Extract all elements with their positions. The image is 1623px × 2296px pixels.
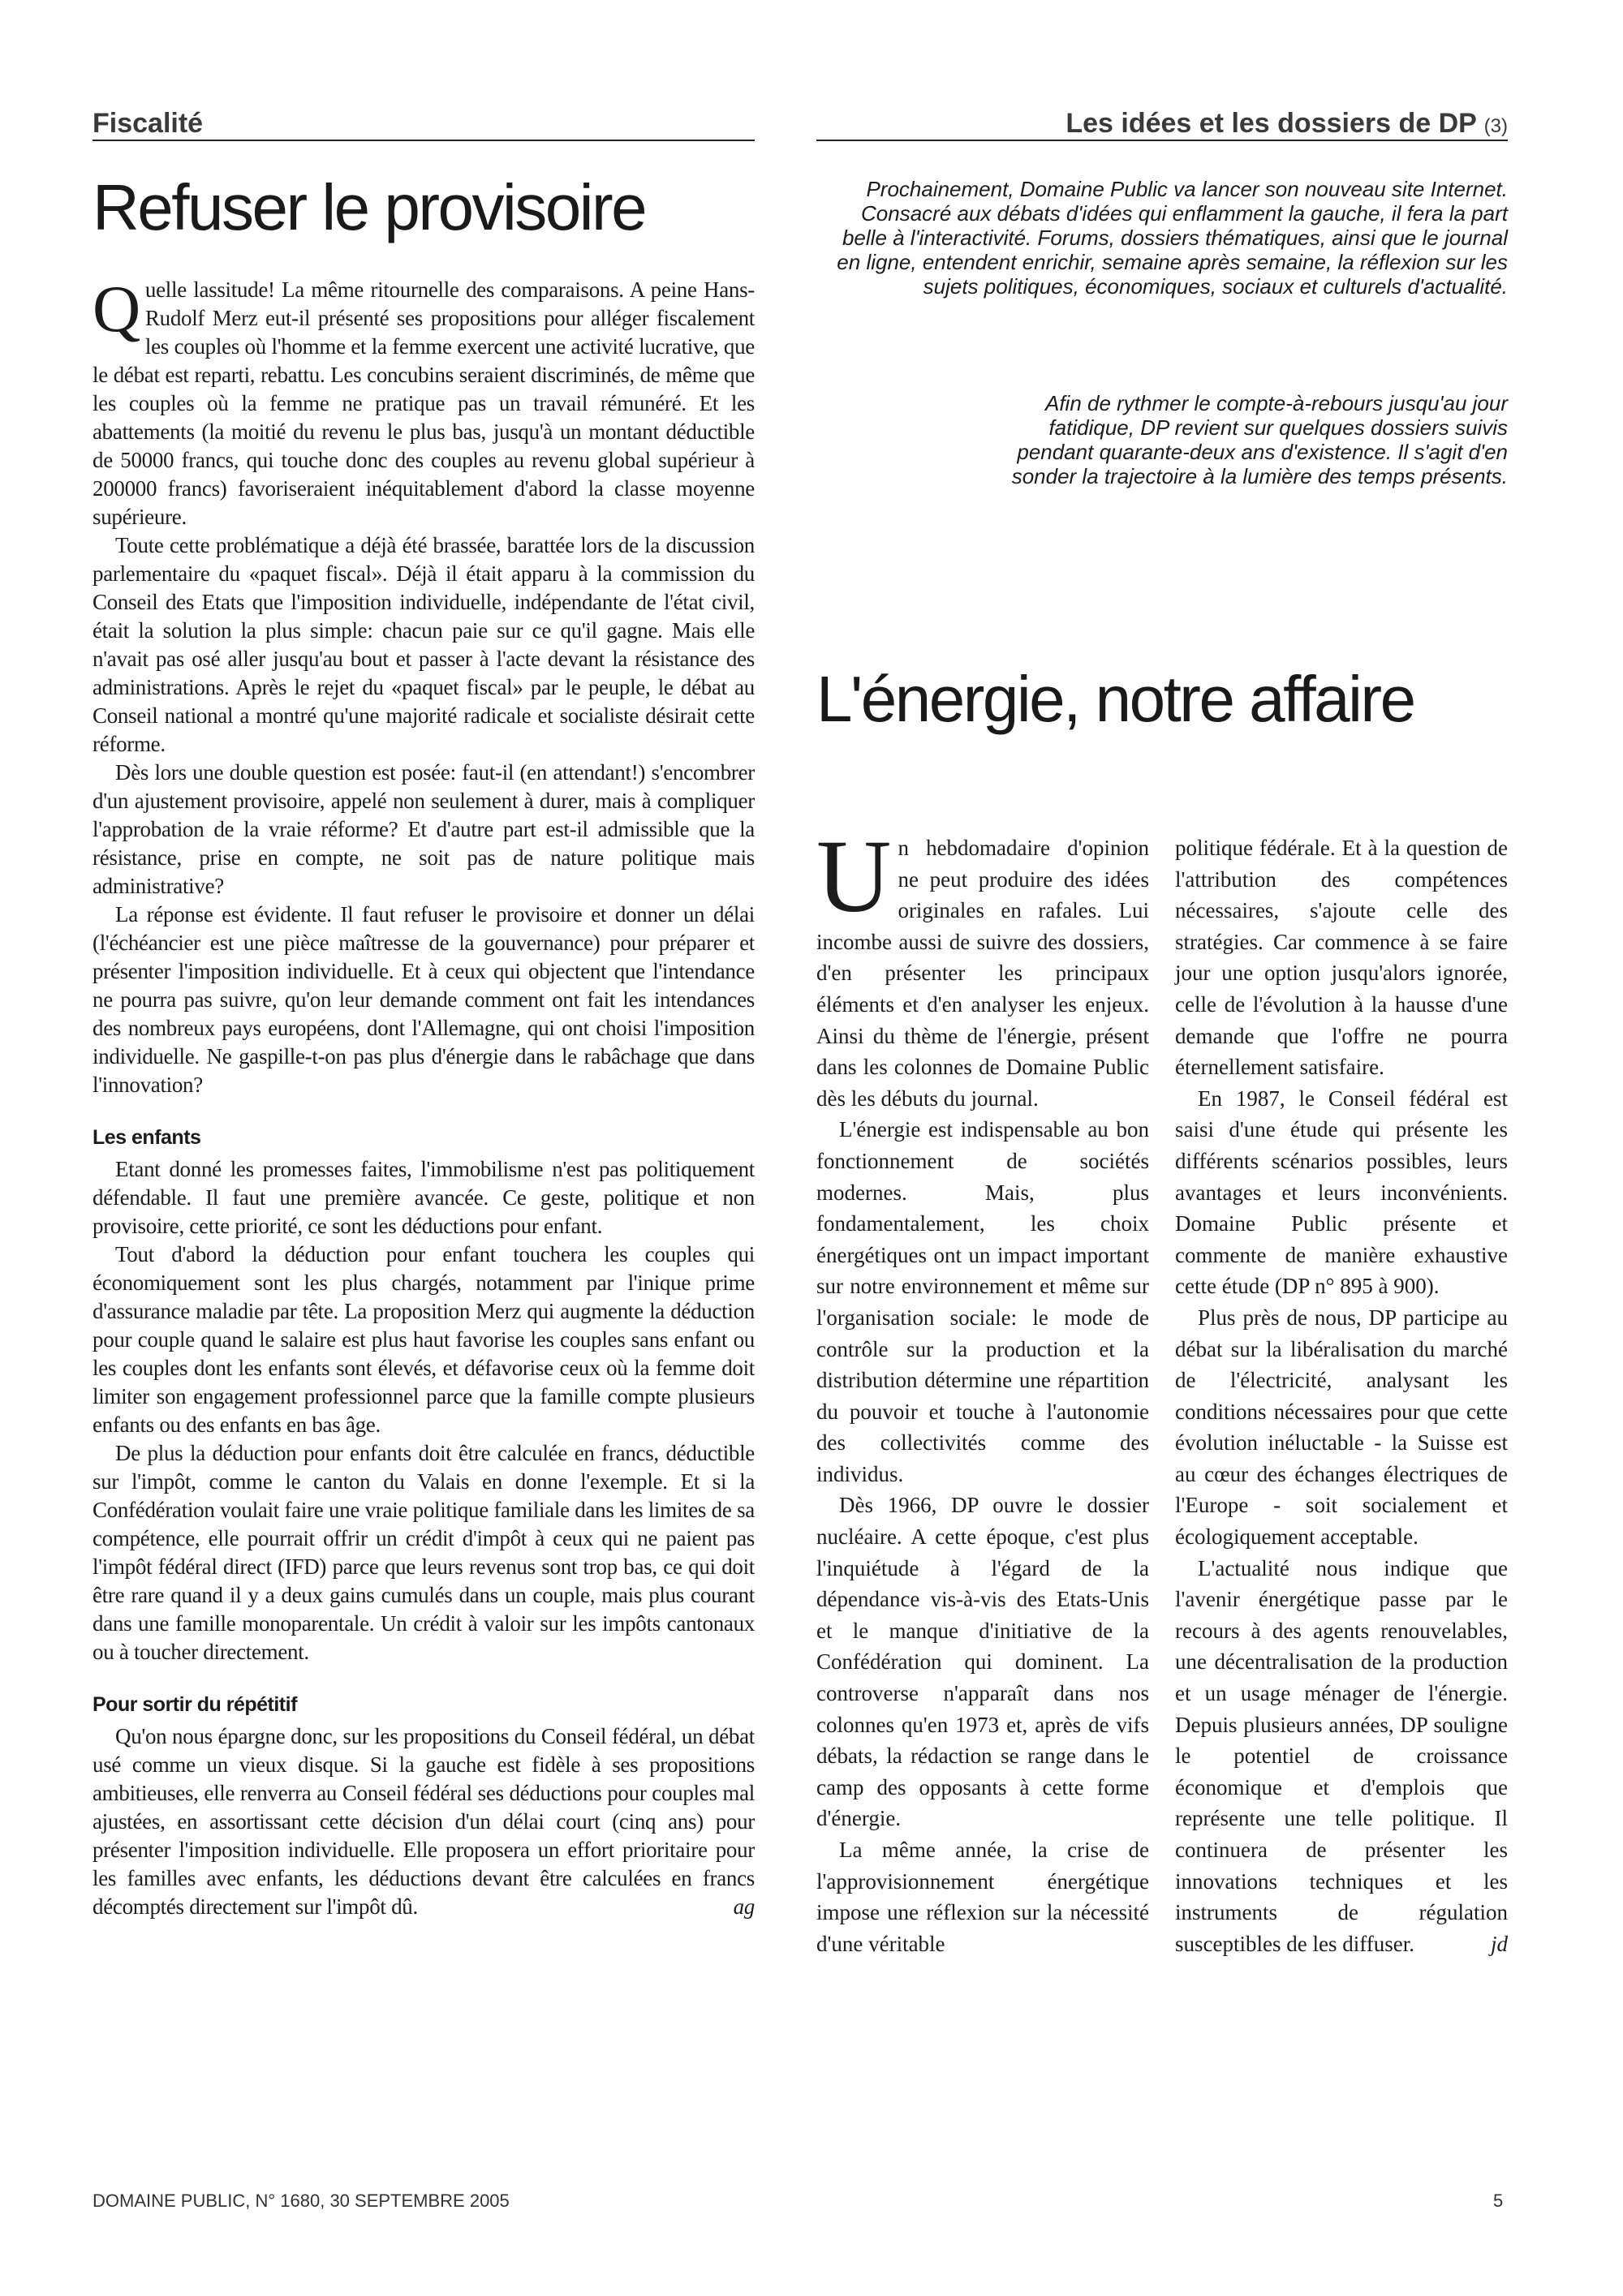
- section-label: Fiscalité: [93, 108, 204, 139]
- article-title-left: Refuser le provisoire: [93, 171, 646, 243]
- section-number: (3): [1483, 115, 1508, 137]
- paragraph: politique fédérale. Et à la question de l'attribution des compétences nécessaires, s'ajoute celle des stratégies. Car commence à se faire jour une option jusqu'alors ignorée, celle de l'évolution à la hausse d'une demande que l'offre ne pourra éternellement satisfaire.: [1175, 836, 1508, 1080]
- intro-paragraph: Afin de rythmer le compte-à-rebours jusqu'au jour fatidique, DP revient sur quelques dossiers suivis pendant quarante-deux ans d'existence. Il s'agit d'en sonder la trajectoire à la lumière des temps présents.: [1011, 391, 1508, 488]
- article-title-right: L'énergie, notre affaire: [816, 663, 1414, 735]
- paragraph: [816, 819, 1149, 1114]
- article-column-2: [1175, 832, 1508, 1959]
- paragraph: Toute cette problématique a déjà été brassée, barattée lors de la discussion parlementaire du «paquet fiscal». Déjà il était apparu à la commission du Conseil des Etats que l'imposition individuelle, indépendante de l'état civil, était la solution la plus simple: chacun paie sur ce qu'il gagne. Mais elle n'avait pas osé aller jusqu'au bout et passer à l'acte devant la résistance des administrations. Après le rejet du «paquet fiscal» par le peuple, le débat au Conseil national a montré qu'une majorité radicale et socialiste désirait cette réforme.: [93, 533, 755, 756]
- paragraph: [93, 272, 755, 531]
- section-header-right: [816, 107, 1508, 141]
- paragraph-text: L'actualité nous indique que l'avenir énergétique passe par le recours à des agents renouvelables, une décentralisation de la production et un usage ménager de l'énergie. Depuis plusieurs années, DP souligne le potentiel de croissance économique et d'emplois que représente une telle politique. Il continuera de présenter les innovations techniques et les instruments de régulation susceptibles de les diffuser.: [1175, 1555, 1508, 1956]
- intro-paragraph: Prochainement, Domaine Public va lancer son nouveau site Internet. Consacré aux débats d'idées qui enflamment la gauche, il fera la part belle à l'interactivité. Forums, dossiers thématiques, ainsi que le journal en ligne, entendent enrichir, semaine après semaine, la réflexion sur les sujets politiques, économiques, sociaux et culturels d'actualité.: [837, 177, 1508, 299]
- page-number: 5: [1493, 2191, 1504, 2211]
- drop-cap: Q: [93, 272, 140, 346]
- paragraph-text: uelle lassitude! La même ritournelle des comparaisons. A peine Hans-Rudolf Merz eut-il présenté ses propositions pour alléger fiscalement les couples où l'homme et la femme exercent une activité lucrative, que le débat est reparti, rebattu. Les concubins seraient discriminés, de même que les couples où la femme ne pratique pas un travail rémunéré. Et les abattements (la moitié du revenu le plus bas, jusqu'à un montant déductible de 50000 francs, qui touche donc des couples au revenu global supérieur à 200000 francs) favoriseraient inéquitablement d'abord la classe moyenne supérieure.: [93, 277, 755, 529]
- paragraph: La même année, la crise de l'approvisionnement énergétique impose une réflexion sur la nécessité d'une véritable: [816, 1838, 1149, 1956]
- footer-publication: DOMAINE PUBLIC, N° 1680, 30 SEPTEMBRE 2005: [93, 2191, 510, 2211]
- paragraph: En 1987, le Conseil fédéral est saisi d'une étude qui présente les différents scénarios possibles, leurs avantages et leurs inconvénients. Domaine Public présente et commente de manière exhaustive cette étude (DP n° 895 à 900).: [1175, 1086, 1508, 1299]
- paragraph: [93, 1722, 755, 1921]
- paragraph: [1175, 1553, 1508, 1960]
- paragraph: Plus près de nous, DP participe au débat sur la libéralisation du marché de l'électricité, analysant les conditions nécessaires pour que cette évolution inéluctable - la Suisse est au cœur des échanges électriques de l'Europe - soit socialement et écologiquement acceptable.: [1175, 1305, 1508, 1550]
- paragraph-text: n hebdomadaire d'opinion ne peut produire des idées originales en rafales. Lui incombe aussi de suivre des dossiers, d'en présenter les principaux éléments et d'en analyser les enjeux. Ainsi du thème de l'énergie, présent dans les colonnes de Domaine Public dès les débuts du journal.: [816, 836, 1149, 1111]
- author-signature: jd: [1490, 1931, 1508, 1956]
- subheading: Pour sortir du répétitif: [93, 1693, 297, 1716]
- paragraph: Etant donné les promesses faites, l'immobilisme n'est pas politiquement défendable. Il faut une première avancée. Ce geste, politique et non provisoire, cette priorité, ce sont les déductions pour enfant.: [93, 1157, 755, 1238]
- paragraph: Tout d'abord la déduction pour enfant touchera les couples qui économiquement sont les plus chargés, notamment par l'inique prime d'assurance maladie par tête. La proposition Merz qui augmente la déduction pour couple quand le salaire est plus haut favorise les couples sans enfant ou les couples dont les enfants sont élevés, et défavorise ceux où la femme doit limiter son engagement professionnel parce que la famille compte plusieurs enfants ou des enfants en bas âge.: [93, 1242, 755, 1437]
- article-column-1: [816, 819, 1149, 1959]
- article-body-left: [93, 272, 755, 1921]
- paragraph: L'énergie est indispensable au bon fonctionnement de sociétés modernes. Mais, plus fondamentalement, les choix énergétiques ont un impact important sur notre environnement et même sur l'organisation sociale: le mode de contrôle sur la production et la distribution détermine une répartition du pouvoir et touche à l'autonomie des collectivités comme des individus.: [816, 1117, 1149, 1486]
- paragraph: Dès 1966, DP ouvre le dossier nucléaire. A cette époque, c'est plus l'inquiétude à l'égard de la dépendance vis-à-vis des Etats-Unis et le manque d'initiative de la Confédération qui dominent. La controverse n'apparaît dans nos colonnes qu'en 1973 et, après de vifs débats, la rédaction se range dans le camp des opposants à cette forme d'énergie.: [816, 1493, 1149, 1831]
- section-label: Les idées et les dossiers de DP: [1065, 108, 1477, 139]
- paragraph: La réponse est évidente. Il faut refuser le provisoire et donner un délai (l'échéancier est une pièce maîtresse de la gouvernance) pour préparer et présenter l'imposition individuelle. Et à ceux qui objectent que l'intendance ne pourra pas suivre, qu'on leur demande comment ont fait les intendances des nombreux pays européens, dont l'Allemagne, qui ont choisi l'imposition individuelle. Ne gaspille-t-on pas plus d'énergie dans le rabâchage que dans l'innovation?: [93, 902, 755, 1097]
- section-header-left: [93, 107, 755, 141]
- paragraph: Dès lors une double question est posée: faut-il (en attendant!) s'encombrer d'un ajustement provisoire, appelé non seulement à durer, mais à compliquer l'approbation de la vraie réforme? Et d'autre part est-il admissible que la résistance, prise en compte, ne soit pas de nature politique mais administrative?: [93, 760, 755, 898]
- drop-cap: U: [816, 819, 892, 934]
- paragraph-text: Qu'on nous épargne donc, sur les propositions du Conseil fédéral, un débat usé comme un vieux disque. Si la gauche est fidèle à ses propositions ambitieuses, elle renverra au Conseil fédéral ses déductions pour couples mal ajustées, en assortissant cette décision d'un délai court (cinq ans) pour présenter l'imposition individuelle. Elle proposera un effort prioritaire pour les familles avec enfants, les déductions devant être calculées en francs décomptés directement sur l'impôt dû.: [93, 1724, 755, 1919]
- paragraph: De plus la déduction pour enfants doit être calculée en francs, déductible sur l'impôt, comme le canton du Valais en donne l'exemple. Et si la Confédération voulait faire une vraie politique familiale dans les limites de sa compétence, elle pourrait offrir un crédit d'impôt à ceux qui ne paient pas l'impôt fédéral direct (IFD) parce que leurs revenus sont trop bas, ce qui doit être rare quand il y a deux gains cumulés dans un couple, mais plus courant dans une famille monoparentale. Un crédit à valoir sur les impôts cantonaux ou à toucher directement.: [93, 1441, 755, 1664]
- author-signature: ag: [733, 1894, 755, 1919]
- subheading: Les enfants: [93, 1126, 201, 1149]
